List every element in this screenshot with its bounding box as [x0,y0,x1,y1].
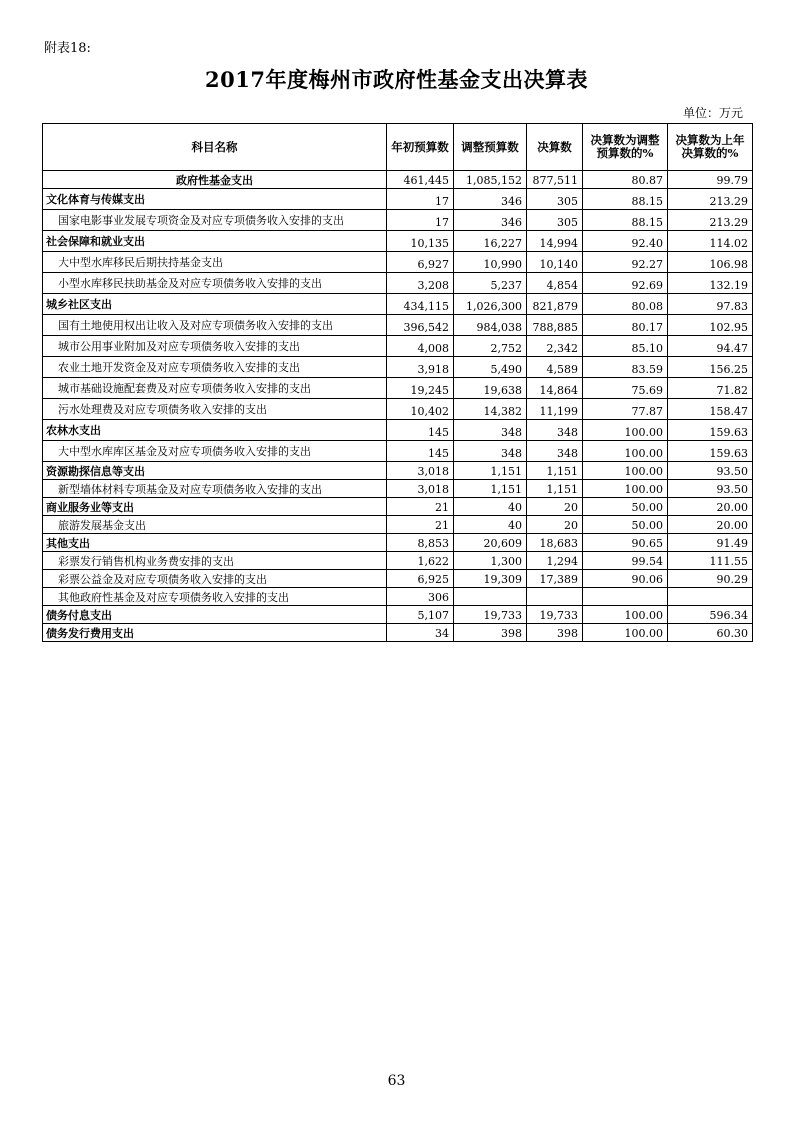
cell-final: 788,885 [527,315,583,336]
cell-final: 4,854 [527,273,583,294]
cell-subject: 城乡社区支出 [43,294,387,315]
table-row [43,231,753,252]
cell-final: 20 [527,498,583,516]
cell-adjusted-budget: 1,085,152 [454,171,527,189]
cell-subject: 文化体育与传媒支出 [43,189,387,210]
cell-final: 2,342 [527,336,583,357]
cell-initial-budget: 396,542 [387,315,454,336]
cell-subject: 国家电影事业发展专项资金及对应专项债务收入安排的支出 [43,210,387,231]
cell-pct-adjusted: 83.59 [583,357,668,378]
cell-initial-budget: 34 [387,624,454,642]
cell-initial-budget: 3,018 [387,462,454,480]
column-header-subject: 科目名称 [43,124,387,171]
cell-subject: 其他支出 [43,534,387,552]
cell-final: 348 [527,420,583,441]
cell-initial-budget: 1,622 [387,552,454,570]
table-row [43,189,753,210]
cell-initial-budget: 5,107 [387,606,454,624]
cell-pct-adjusted: 50.00 [583,498,668,516]
unit-label: 单位：万元 [682,106,743,120]
cell-initial-budget: 145 [387,420,454,441]
cell-subject: 小型水库移民扶助基金及对应专项债务收入安排的支出 [43,273,387,294]
cell-adjusted-budget: 40 [454,498,527,516]
cell-pct-adjusted: 75.69 [583,378,668,399]
cell-adjusted-budget: 16,227 [454,231,527,252]
cell-adjusted-budget: 1,151 [454,462,527,480]
cell-subject: 城市基础设施配套费及对应专项债务收入安排的支出 [43,378,387,399]
cell-adjusted-budget: 1,151 [454,480,527,498]
cell-subject: 彩票公益金及对应专项债务收入安排的支出 [43,570,387,588]
table-row [43,624,753,642]
table-row [43,552,753,570]
cell-pct-adjusted: 90.06 [583,570,668,588]
cell-adjusted-budget: 19,638 [454,378,527,399]
cell-subject: 其他政府性基金及对应专项债务收入安排的支出 [43,588,387,606]
cell-final: 348 [527,441,583,462]
cell-pct-adjusted: 80.87 [583,171,668,189]
cell-initial-budget: 434,115 [387,294,454,315]
cell-final: 14,864 [527,378,583,399]
cell-pct-prev: 97.83 [668,294,753,315]
cell-pct-prev: 71.82 [668,378,753,399]
cell-pct-adjusted: 80.08 [583,294,668,315]
table-row [43,462,753,480]
table-row [43,420,753,441]
cell-adjusted-budget: 348 [454,420,527,441]
column-header-pct-prev: 决算数为上年决算数的% [668,124,753,171]
attachment-label: 附表18: [44,41,91,56]
table-row [43,441,753,462]
cell-adjusted-budget: 5,490 [454,357,527,378]
cell-pct-adjusted: 50.00 [583,516,668,534]
cell-initial-budget: 6,925 [387,570,454,588]
cell-pct-prev: 99.79 [668,171,753,189]
cell-initial-budget: 461,445 [387,171,454,189]
cell-subject: 社会保障和就业支出 [43,231,387,252]
table-row [43,336,753,357]
cell-adjusted-budget: 14,382 [454,399,527,420]
cell-subject: 资源勘探信息等支出 [43,462,387,480]
column-header-pct-adjusted: 决算数为调整预算数的% [583,124,668,171]
cell-final: 1,151 [527,480,583,498]
cell-final: 17,389 [527,570,583,588]
cell-pct-adjusted: 100.00 [583,441,668,462]
cell-adjusted-budget: 19,309 [454,570,527,588]
cell-adjusted-budget: 348 [454,441,527,462]
cell-pct-prev: 159.63 [668,441,753,462]
cell-pct-prev: 90.29 [668,570,753,588]
table-row [43,315,753,336]
cell-initial-budget: 8,853 [387,534,454,552]
cell-pct-adjusted: 92.40 [583,231,668,252]
cell-pct-adjusted: 80.17 [583,315,668,336]
table-row [43,273,753,294]
cell-pct-prev: 93.50 [668,462,753,480]
cell-subject: 商业服务业等支出 [43,498,387,516]
cell-pct-adjusted: 88.15 [583,189,668,210]
cell-pct-adjusted: 100.00 [583,420,668,441]
cell-subject: 彩票发行销售机构业务费安排的支出 [43,552,387,570]
cell-pct-prev: 159.63 [668,420,753,441]
cell-initial-budget: 19,245 [387,378,454,399]
cell-initial-budget: 3,918 [387,357,454,378]
cell-pct-prev: 111.55 [668,552,753,570]
column-header-initial-budget: 年初预算数 [387,124,454,171]
cell-initial-budget: 10,402 [387,399,454,420]
cell-initial-budget: 306 [387,588,454,606]
cell-pct-adjusted: 88.15 [583,210,668,231]
table-row [43,399,753,420]
expenditure-table [42,123,753,642]
cell-final: 18,683 [527,534,583,552]
cell-subject: 污水处理费及对应专项债务收入安排的支出 [43,399,387,420]
cell-subject: 旅游发展基金支出 [43,516,387,534]
cell-initial-budget: 6,927 [387,252,454,273]
cell-initial-budget: 3,208 [387,273,454,294]
cell-pct-prev: 20.00 [668,498,753,516]
table-row [43,570,753,588]
cell-adjusted-budget: 1,300 [454,552,527,570]
cell-adjusted-budget: 1,026,300 [454,294,527,315]
cell-initial-budget: 10,135 [387,231,454,252]
cell-pct-prev: 60.30 [668,624,753,642]
cell-subject: 大中型水库库区基金及对应专项债务收入安排的支出 [43,441,387,462]
table-header-row [43,124,753,171]
cell-pct-adjusted: 77.87 [583,399,668,420]
cell-subject: 农林水支出 [43,420,387,441]
cell-subject: 债务付息支出 [43,606,387,624]
cell-final: 1,294 [527,552,583,570]
cell-pct-prev: 132.19 [668,273,753,294]
cell-pct-adjusted: 92.69 [583,273,668,294]
cell-final: 19,733 [527,606,583,624]
cell-final: 398 [527,624,583,642]
table-row [43,534,753,552]
cell-pct-adjusted: 100.00 [583,462,668,480]
cell-adjusted-budget: 2,752 [454,336,527,357]
cell-pct-prev: 94.47 [668,336,753,357]
cell-final: 305 [527,189,583,210]
cell-initial-budget: 145 [387,441,454,462]
cell-pct-prev: 93.50 [668,480,753,498]
cell-subject: 城市公用事业附加及对应专项债务收入安排的支出 [43,336,387,357]
cell-adjusted-budget: 346 [454,189,527,210]
cell-pct-adjusted: 92.27 [583,252,668,273]
cell-initial-budget: 4,008 [387,336,454,357]
table-row [43,588,753,606]
cell-final: 10,140 [527,252,583,273]
table-row [43,210,753,231]
page-title: 2017年度梅州市政府性基金支出决算表 [205,67,588,92]
column-header-final: 决算数 [527,124,583,171]
cell-final [527,588,583,606]
table-row [43,606,753,624]
cell-final: 14,994 [527,231,583,252]
cell-initial-budget: 21 [387,498,454,516]
cell-pct-adjusted: 100.00 [583,624,668,642]
table-row [43,252,753,273]
cell-adjusted-budget [454,588,527,606]
cell-final: 877,511 [527,171,583,189]
cell-adjusted-budget: 20,609 [454,534,527,552]
cell-subject: 农业土地开发资金及对应专项债务收入安排的支出 [43,357,387,378]
cell-final: 11,199 [527,399,583,420]
cell-pct-adjusted: 90.65 [583,534,668,552]
cell-pct-prev: 20.00 [668,516,753,534]
cell-final: 20 [527,516,583,534]
cell-pct-adjusted: 99.54 [583,552,668,570]
table-row [43,378,753,399]
cell-adjusted-budget: 5,237 [454,273,527,294]
cell-adjusted-budget: 40 [454,516,527,534]
cell-initial-budget: 17 [387,210,454,231]
column-header-adjusted-budget: 调整预算数 [454,124,527,171]
cell-pct-prev: 596.34 [668,606,753,624]
cell-pct-adjusted [583,588,668,606]
cell-pct-adjusted: 100.00 [583,480,668,498]
cell-subject: 国有土地使用权出让收入及对应专项债务收入安排的支出 [43,315,387,336]
cell-pct-prev: 106.98 [668,252,753,273]
table-row [43,498,753,516]
table-row [43,294,753,315]
cell-adjusted-budget: 984,038 [454,315,527,336]
cell-initial-budget: 17 [387,189,454,210]
cell-pct-prev: 91.49 [668,534,753,552]
page-number: 63 [387,1073,406,1089]
cell-pct-prev: 213.29 [668,189,753,210]
table-row [43,171,753,189]
cell-pct-adjusted: 85.10 [583,336,668,357]
cell-pct-prev: 156.25 [668,357,753,378]
cell-subject: 债务发行费用支出 [43,624,387,642]
cell-pct-prev: 102.95 [668,315,753,336]
cell-final: 1,151 [527,462,583,480]
cell-pct-prev: 158.47 [668,399,753,420]
cell-final: 821,879 [527,294,583,315]
cell-adjusted-budget: 346 [454,210,527,231]
cell-adjusted-budget: 19,733 [454,606,527,624]
cell-adjusted-budget: 10,990 [454,252,527,273]
cell-pct-prev [668,588,753,606]
cell-final: 305 [527,210,583,231]
cell-initial-budget: 3,018 [387,480,454,498]
cell-adjusted-budget: 398 [454,624,527,642]
cell-final: 4,589 [527,357,583,378]
cell-subject: 新型墙体材料专项基金及对应专项债务收入安排的支出 [43,480,387,498]
cell-pct-prev: 213.29 [668,210,753,231]
table-row [43,480,753,498]
cell-subject: 大中型水库移民后期扶持基金支出 [43,252,387,273]
cell-pct-adjusted: 100.00 [583,606,668,624]
table-row [43,516,753,534]
cell-subject: 政府性基金支出 [43,171,387,189]
cell-initial-budget: 21 [387,516,454,534]
table-row [43,357,753,378]
cell-pct-prev: 114.02 [668,231,753,252]
